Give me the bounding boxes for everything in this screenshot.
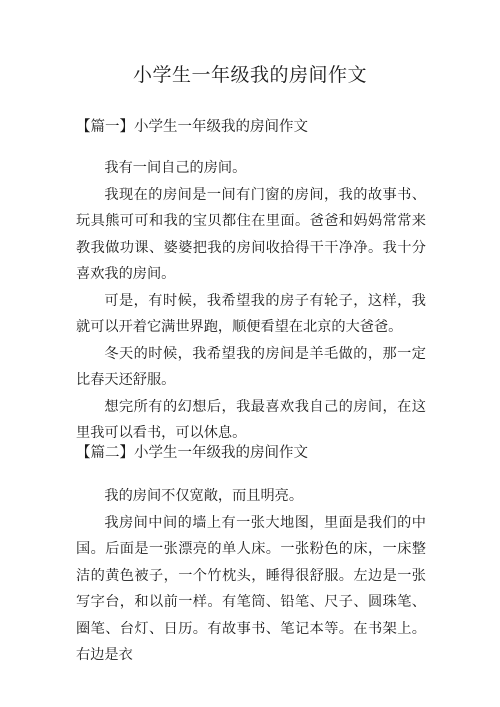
paragraph: 可是，有时候，我希望我的房子有轮子，这样，我就可以开着它满世界跑，顺便看望在北京的大爸爸。 bbox=[76, 292, 426, 335]
section-body-1 bbox=[76, 155, 426, 447]
paragraph: 想完所有的幻想后，我最喜欢我自己的房间，在这里我可以看书，可以休息。 bbox=[76, 398, 426, 441]
paragraph: 我房间中间的墙上有一张大地图，里面是我们的中国。后面是一张漂亮的单人床。一张粉色的床，一床整洁的黄色被子，一个竹枕头，睡得很舒服。左边是一张写字台，和以前一样。有笔筒、铅笔、尺子、圆珠笔、圈笔、台灯、日历。有故事书、笔记本等。在书架上。右边是衣 bbox=[76, 514, 426, 663]
paragraph: 我的房间不仅宽敞，而且明亮。 bbox=[104, 488, 304, 504]
section-body-2 bbox=[76, 483, 426, 669]
paragraph: 我有一间自己的房间。 bbox=[104, 160, 247, 176]
section-heading-1: 【篇一】小学生一年级我的房间作文 bbox=[76, 119, 308, 135]
paragraph: 我现在的房间是一间有门窗的房间，我的故事书、玩具熊可可和我的宝贝都住在里面。爸爸和妈妈常常来教我做功课、婆婆把我的房间收拾得干干净净。我十分喜欢我的房间。 bbox=[76, 186, 426, 282]
document-title: 小学生一年级我的房间作文 bbox=[132, 64, 367, 86]
section-heading-2: 【篇二】小学生一年级我的房间作文 bbox=[76, 445, 308, 461]
paragraph: 冬天的时候，我希望我的房间是羊毛做的，那一定比春天还舒服。 bbox=[76, 345, 426, 388]
